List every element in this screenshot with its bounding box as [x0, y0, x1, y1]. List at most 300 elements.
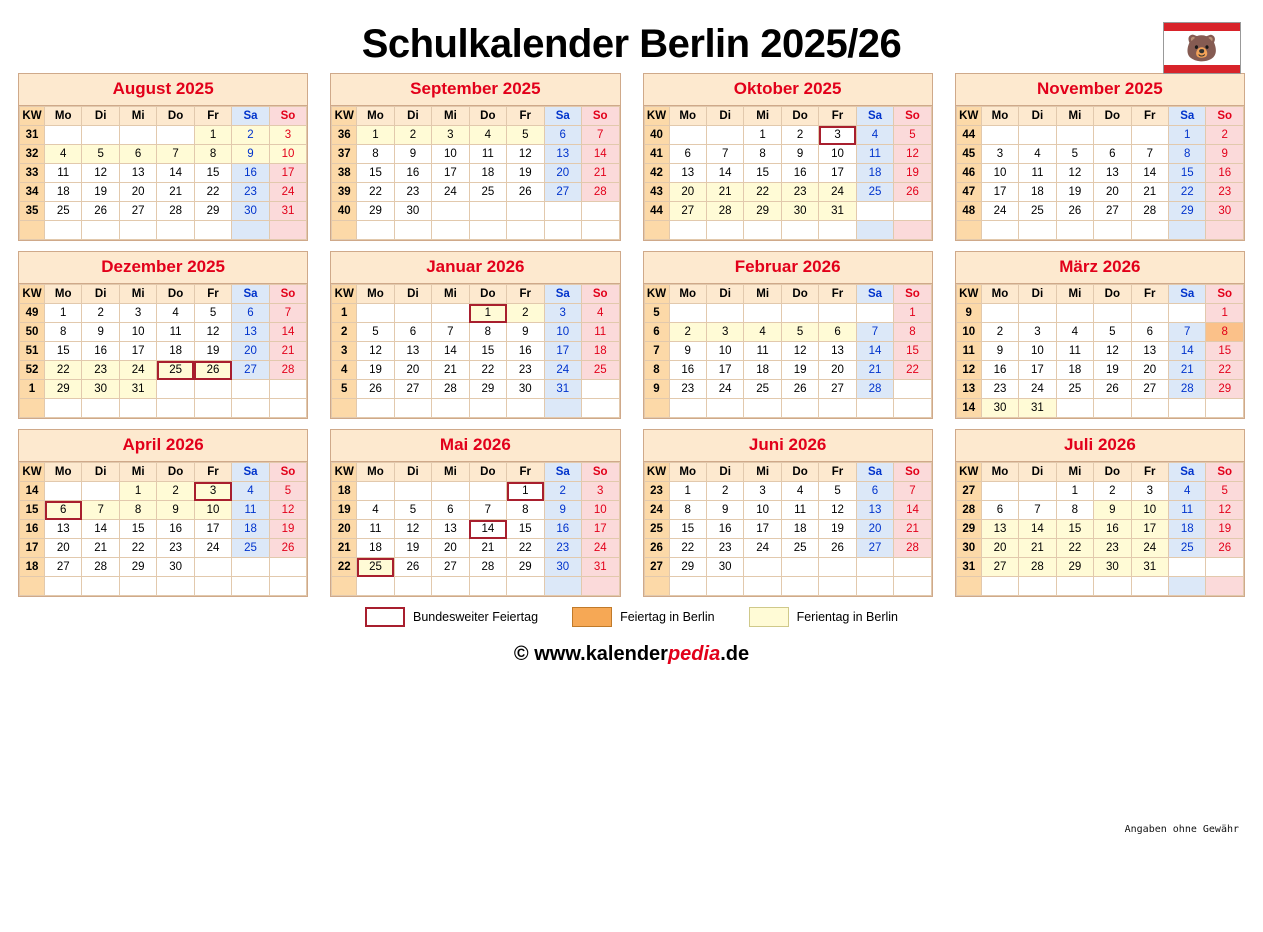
day-cell: 26	[82, 202, 119, 221]
day-cell: 1	[1056, 482, 1093, 501]
week-row	[20, 380, 307, 399]
week-number-cell	[956, 221, 981, 240]
day-cell: 12	[269, 501, 307, 520]
day-cell	[82, 221, 119, 240]
day-cell: 14	[469, 520, 506, 539]
day-cell: 27	[45, 558, 82, 577]
day-cell: 2	[706, 482, 743, 501]
day-cell	[856, 399, 893, 418]
day-cell: 19	[1206, 520, 1244, 539]
day-cell: 2	[394, 126, 431, 145]
day-cell	[1056, 126, 1093, 145]
day-cell: 25	[581, 361, 619, 380]
month-title: September 2025	[331, 74, 619, 106]
day-cell	[432, 577, 469, 596]
month-table	[331, 284, 619, 418]
day-cell	[1206, 558, 1244, 577]
day-cell: 27	[819, 380, 856, 399]
day-cell: 30	[1094, 558, 1131, 577]
day-cell: 30	[232, 202, 269, 221]
day-cell	[119, 221, 156, 240]
day-cell: 22	[469, 361, 506, 380]
day-cell: 22	[744, 183, 781, 202]
day-cell	[232, 380, 269, 399]
day-cell: 6	[45, 501, 82, 520]
day-cell	[894, 558, 932, 577]
week-row	[956, 501, 1243, 520]
day-cell: 24	[194, 539, 231, 558]
day-cell: 17	[269, 164, 307, 183]
week-number-cell: 13	[956, 380, 981, 399]
day-cell: 22	[1206, 361, 1244, 380]
day-cell: 13	[544, 145, 581, 164]
day-cell: 11	[581, 323, 619, 342]
day-cell: 22	[1169, 183, 1206, 202]
day-cell	[269, 380, 307, 399]
week-number-cell: 1	[20, 380, 45, 399]
day-cell: 24	[269, 183, 307, 202]
weekday-header: Fr	[507, 463, 544, 482]
day-cell: 12	[194, 323, 231, 342]
month-table	[956, 284, 1244, 418]
day-cell: 21	[856, 361, 893, 380]
weekday-header: Di	[1019, 285, 1056, 304]
day-cell: 3	[432, 126, 469, 145]
day-cell: 6	[981, 501, 1018, 520]
day-cell	[981, 482, 1018, 501]
day-cell	[194, 380, 231, 399]
day-cell: 4	[744, 323, 781, 342]
day-cell: 12	[82, 164, 119, 183]
day-cell: 23	[981, 380, 1018, 399]
weekday-header: Mo	[45, 107, 82, 126]
weekday-header: KW	[20, 107, 45, 126]
day-cell: 15	[744, 164, 781, 183]
day-cell: 28	[706, 202, 743, 221]
week-row	[20, 577, 307, 596]
weekday-header: So	[269, 107, 307, 126]
day-cell: 11	[157, 323, 194, 342]
week-number-cell: 24	[644, 501, 669, 520]
day-cell	[581, 577, 619, 596]
day-cell: 29	[1206, 380, 1244, 399]
day-cell: 13	[669, 164, 706, 183]
day-cell: 17	[119, 342, 156, 361]
day-cell	[856, 221, 893, 240]
day-cell: 23	[781, 183, 818, 202]
day-cell: 4	[45, 145, 82, 164]
day-cell: 3	[706, 323, 743, 342]
weekday-header: So	[1206, 285, 1244, 304]
day-cell	[744, 399, 781, 418]
day-cell: 4	[856, 126, 893, 145]
day-cell: 22	[507, 539, 544, 558]
day-cell	[232, 221, 269, 240]
day-cell: 16	[981, 361, 1018, 380]
day-cell: 3	[1019, 323, 1056, 342]
day-cell	[194, 558, 231, 577]
day-cell: 9	[232, 145, 269, 164]
week-row	[20, 482, 307, 501]
day-cell	[469, 221, 506, 240]
week-number-cell: 5	[332, 380, 357, 399]
day-cell: 26	[1056, 202, 1093, 221]
weekday-header: KW	[956, 107, 981, 126]
day-cell: 9	[394, 145, 431, 164]
day-cell: 13	[432, 520, 469, 539]
week-number-cell: 44	[644, 202, 669, 221]
day-cell: 11	[1169, 501, 1206, 520]
day-cell: 30	[781, 202, 818, 221]
day-cell: 23	[157, 539, 194, 558]
day-cell: 17	[432, 164, 469, 183]
week-row	[956, 361, 1243, 380]
day-cell: 27	[119, 202, 156, 221]
day-cell: 5	[819, 482, 856, 501]
weekday-header: KW	[956, 463, 981, 482]
day-cell: 22	[194, 183, 231, 202]
day-cell: 29	[1169, 202, 1206, 221]
day-cell: 14	[157, 164, 194, 183]
week-number-cell: 27	[644, 558, 669, 577]
week-number-cell: 40	[332, 202, 357, 221]
day-cell: 17	[194, 520, 231, 539]
week-number-cell: 42	[644, 164, 669, 183]
day-cell: 3	[581, 482, 619, 501]
day-cell: 27	[669, 202, 706, 221]
legend	[0, 607, 1263, 627]
weekday-header: Di	[82, 107, 119, 126]
month-block	[643, 73, 933, 241]
day-cell: 12	[781, 342, 818, 361]
weekday-header: KW	[20, 463, 45, 482]
weekday-header: Di	[706, 107, 743, 126]
week-row	[20, 520, 307, 539]
day-cell	[544, 221, 581, 240]
day-cell	[706, 399, 743, 418]
day-cell	[194, 221, 231, 240]
weekday-header: Do	[781, 285, 818, 304]
day-cell: 11	[744, 342, 781, 361]
week-row	[956, 323, 1243, 342]
day-cell	[856, 558, 893, 577]
day-cell: 30	[544, 558, 581, 577]
week-number-cell: 7	[644, 342, 669, 361]
day-cell: 14	[706, 164, 743, 183]
day-cell	[706, 304, 743, 323]
day-cell: 7	[82, 501, 119, 520]
week-number-cell: 4	[332, 361, 357, 380]
day-cell: 7	[1131, 145, 1168, 164]
day-cell	[669, 126, 706, 145]
day-cell: 20	[856, 520, 893, 539]
day-cell: 5	[1094, 323, 1131, 342]
day-cell: 13	[119, 164, 156, 183]
day-cell: 17	[1019, 361, 1056, 380]
day-cell: 21	[469, 539, 506, 558]
week-row	[332, 304, 619, 323]
day-cell	[269, 399, 307, 418]
day-cell: 1	[1169, 126, 1206, 145]
week-row	[644, 164, 931, 183]
day-cell: 13	[1131, 342, 1168, 361]
day-cell: 6	[819, 323, 856, 342]
week-row	[956, 399, 1243, 418]
day-cell: 21	[1131, 183, 1168, 202]
day-cell: 11	[469, 145, 506, 164]
day-cell: 9	[981, 342, 1018, 361]
day-cell: 10	[1019, 342, 1056, 361]
week-number-cell: 35	[20, 202, 45, 221]
day-cell	[1094, 221, 1131, 240]
weekday-header: So	[894, 107, 932, 126]
day-cell: 19	[819, 520, 856, 539]
day-cell: 17	[581, 520, 619, 539]
day-cell: 28	[1019, 558, 1056, 577]
day-cell	[981, 304, 1018, 323]
week-row	[20, 342, 307, 361]
day-cell: 24	[706, 380, 743, 399]
day-cell	[856, 202, 893, 221]
day-cell: 2	[82, 304, 119, 323]
day-cell: 27	[232, 361, 269, 380]
day-cell: 19	[507, 164, 544, 183]
day-cell: 3	[1131, 482, 1168, 501]
day-cell	[819, 577, 856, 596]
day-cell: 14	[1019, 520, 1056, 539]
day-cell: 21	[894, 520, 932, 539]
day-cell: 25	[1019, 202, 1056, 221]
weekday-header: Do	[469, 285, 506, 304]
day-cell: 23	[394, 183, 431, 202]
day-cell: 26	[507, 183, 544, 202]
day-cell: 30	[82, 380, 119, 399]
day-cell: 15	[894, 342, 932, 361]
weekday-header: Do	[469, 463, 506, 482]
week-row	[20, 164, 307, 183]
week-number-cell: 10	[956, 323, 981, 342]
day-cell	[507, 399, 544, 418]
day-cell: 23	[544, 539, 581, 558]
day-cell	[544, 399, 581, 418]
day-cell: 4	[1056, 323, 1093, 342]
day-cell: 11	[232, 501, 269, 520]
day-cell	[1019, 577, 1056, 596]
day-cell: 8	[894, 323, 932, 342]
day-cell: 7	[469, 501, 506, 520]
weekday-header: Fr	[1131, 285, 1168, 304]
day-cell: 16	[507, 342, 544, 361]
footer-credit	[0, 643, 1263, 666]
day-cell: 20	[669, 183, 706, 202]
week-row	[956, 126, 1243, 145]
day-cell: 16	[781, 164, 818, 183]
day-cell	[981, 126, 1018, 145]
week-number-cell: 6	[644, 323, 669, 342]
day-cell: 25	[1169, 539, 1206, 558]
month-block	[955, 251, 1245, 419]
day-cell	[1131, 126, 1168, 145]
day-cell: 16	[706, 520, 743, 539]
weekday-header: Di	[394, 107, 431, 126]
day-cell: 8	[469, 323, 506, 342]
day-cell: 27	[1131, 380, 1168, 399]
week-number-cell: 40	[644, 126, 669, 145]
day-cell: 29	[669, 558, 706, 577]
day-cell: 22	[357, 183, 394, 202]
weekday-header: So	[581, 285, 619, 304]
day-cell: 12	[507, 145, 544, 164]
day-cell: 8	[357, 145, 394, 164]
day-cell: 10	[269, 145, 307, 164]
day-cell: 7	[269, 304, 307, 323]
weekday-header: Fr	[819, 285, 856, 304]
day-cell: 15	[1056, 520, 1093, 539]
weekday-header: So	[894, 463, 932, 482]
week-row	[956, 482, 1243, 501]
day-cell: 1	[469, 304, 506, 323]
day-cell: 28	[269, 361, 307, 380]
day-cell: 29	[1056, 558, 1093, 577]
day-cell: 23	[706, 539, 743, 558]
day-cell: 10	[432, 145, 469, 164]
week-number-cell: 9	[956, 304, 981, 323]
day-cell: 31	[269, 202, 307, 221]
page-title: Schulkalender Berlin 2025/26	[361, 22, 902, 66]
week-row	[644, 342, 931, 361]
week-row	[644, 145, 931, 164]
week-row	[644, 577, 931, 596]
day-cell	[194, 399, 231, 418]
day-cell: 12	[1094, 342, 1131, 361]
weekday-header: Mi	[119, 107, 156, 126]
day-cell: 28	[581, 183, 619, 202]
day-cell: 13	[45, 520, 82, 539]
day-cell: 1	[357, 126, 394, 145]
day-cell: 3	[269, 126, 307, 145]
day-cell	[744, 577, 781, 596]
week-row	[956, 342, 1243, 361]
week-row	[332, 202, 619, 221]
week-row	[644, 304, 931, 323]
weekday-header: Mo	[981, 285, 1018, 304]
day-cell: 20	[819, 361, 856, 380]
week-row	[644, 221, 931, 240]
day-cell: 28	[82, 558, 119, 577]
day-cell: 8	[119, 501, 156, 520]
day-cell: 23	[232, 183, 269, 202]
day-cell: 6	[544, 126, 581, 145]
day-cell	[394, 304, 431, 323]
weekday-header: Sa	[232, 463, 269, 482]
day-cell: 20	[232, 342, 269, 361]
day-cell: 14	[1131, 164, 1168, 183]
day-cell: 16	[232, 164, 269, 183]
day-cell: 26	[1094, 380, 1131, 399]
day-cell: 25	[357, 558, 394, 577]
day-cell: 29	[744, 202, 781, 221]
day-cell: 19	[269, 520, 307, 539]
weekday-header: Sa	[544, 463, 581, 482]
weekday-header: So	[1206, 463, 1244, 482]
day-cell: 30	[157, 558, 194, 577]
month-block	[955, 429, 1245, 597]
weekday-header: So	[1206, 107, 1244, 126]
weekday-header: Mo	[357, 285, 394, 304]
week-number-cell: 17	[20, 539, 45, 558]
week-row	[644, 380, 931, 399]
week-row	[20, 539, 307, 558]
day-cell: 7	[706, 145, 743, 164]
week-row	[332, 323, 619, 342]
day-cell: 17	[744, 520, 781, 539]
weekday-header: So	[269, 285, 307, 304]
day-cell: 5	[82, 145, 119, 164]
day-cell	[157, 399, 194, 418]
week-number-cell: 23	[644, 482, 669, 501]
week-row	[644, 539, 931, 558]
day-cell: 15	[45, 342, 82, 361]
day-cell	[669, 221, 706, 240]
day-cell: 26	[894, 183, 932, 202]
day-cell: 19	[894, 164, 932, 183]
day-cell: 19	[194, 342, 231, 361]
weekday-header: Do	[157, 285, 194, 304]
weekday-header: Mo	[45, 463, 82, 482]
day-cell: 3	[119, 304, 156, 323]
day-cell: 25	[744, 380, 781, 399]
weekday-header: Mi	[744, 107, 781, 126]
week-row	[20, 501, 307, 520]
day-cell	[581, 202, 619, 221]
day-cell: 2	[669, 323, 706, 342]
day-cell: 11	[45, 164, 82, 183]
day-cell: 24	[581, 539, 619, 558]
day-cell	[1019, 482, 1056, 501]
weekday-header: So	[581, 107, 619, 126]
day-cell: 11	[1056, 342, 1093, 361]
week-row	[644, 501, 931, 520]
week-row	[20, 202, 307, 221]
week-number-cell: 43	[644, 183, 669, 202]
weekday-header: KW	[956, 285, 981, 304]
day-cell: 8	[744, 145, 781, 164]
day-cell: 28	[1131, 202, 1168, 221]
day-cell	[781, 399, 818, 418]
day-cell: 4	[357, 501, 394, 520]
day-cell: 1	[507, 482, 544, 501]
day-cell: 7	[581, 126, 619, 145]
day-cell: 31	[544, 380, 581, 399]
day-cell	[1094, 399, 1131, 418]
weekday-header: KW	[644, 463, 669, 482]
week-number-cell: 45	[956, 145, 981, 164]
day-cell: 7	[894, 482, 932, 501]
day-cell: 31	[119, 380, 156, 399]
month-title: Juni 2026	[644, 430, 932, 462]
day-cell: 8	[194, 145, 231, 164]
week-number-cell: 11	[956, 342, 981, 361]
day-cell: 7	[1169, 323, 1206, 342]
day-cell: 28	[157, 202, 194, 221]
week-number-cell: 19	[332, 501, 357, 520]
weekday-header: Fr	[507, 107, 544, 126]
day-cell: 14	[432, 342, 469, 361]
weekday-header: KW	[20, 285, 45, 304]
day-cell: 1	[1206, 304, 1244, 323]
week-number-cell: 29	[956, 520, 981, 539]
weekday-header: Sa	[856, 285, 893, 304]
